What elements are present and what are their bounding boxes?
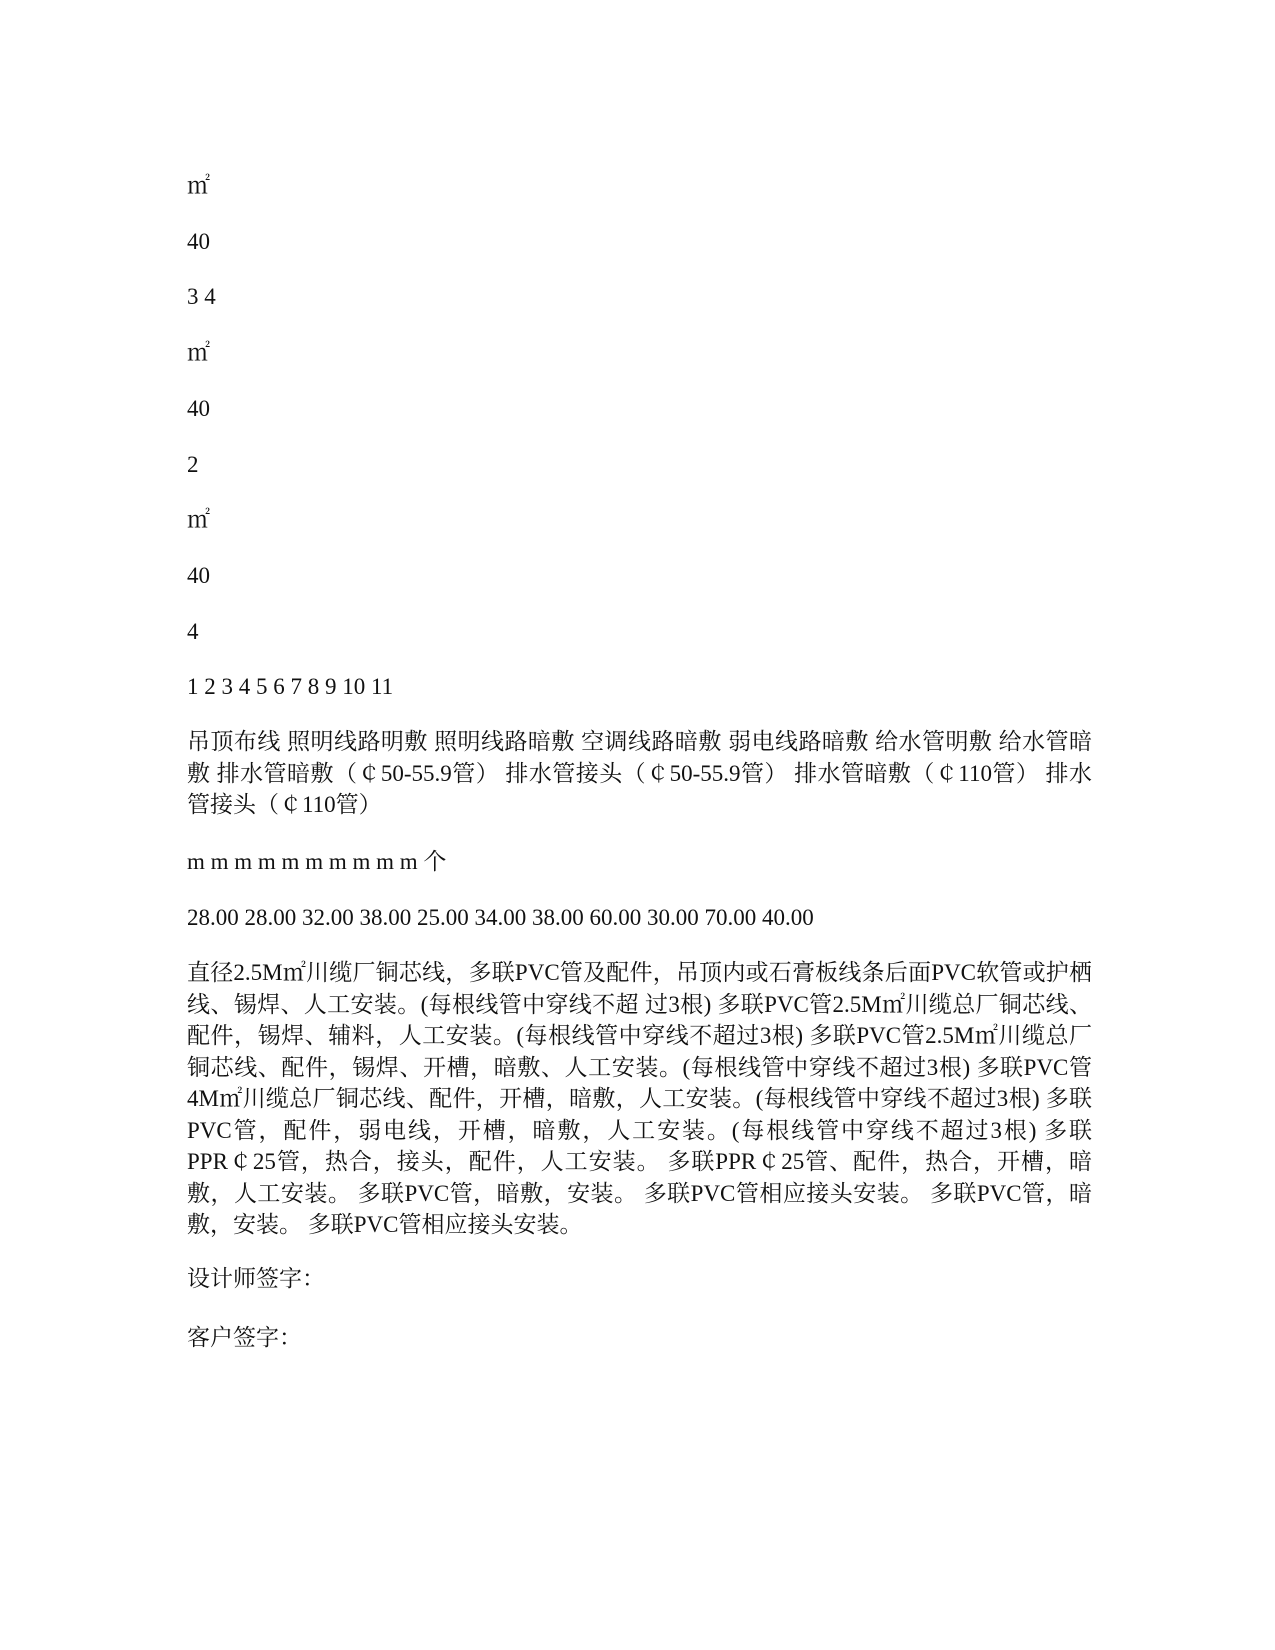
unit-line-2: ㎡	[187, 340, 210, 365]
unit-line-1: ㎡	[187, 173, 210, 198]
units-row: m m m m m m m m m m 个	[187, 849, 447, 874]
number-line-1: 3 4	[187, 284, 216, 309]
number-line-2: 2	[187, 452, 199, 477]
designer-signature-label: 设计师签字：	[187, 1266, 325, 1291]
customer-signature-label: 客户签字：	[187, 1325, 302, 1350]
number-line-3: 4	[187, 619, 199, 644]
prices-row: 28.00 28.00 32.00 38.00 25.00 34.00 38.00 60.00 30.00 70.00 40.00	[187, 905, 814, 930]
unit-line-3: ㎡	[187, 507, 210, 532]
description-paragraph: 直径2.5M㎡川缆厂铜芯线，多联PVC管及配件，吊顶内或石膏板线条后面PVC软管或护栖线、锡焊、人工安装。(每根线管中穿线不超 过3根) 多联PVC管2.5M㎡川缆总厂铜芯线、配件，锡焊、辅料，人工安装。(每根线管中穿线不超过3根) 多联PVC管2.5M㎡川缆总厂铜芯线、配件，锡焊、开槽，暗敷、人工安装。(每根线管中穿线不超过3根) 多联PVC管4M㎡川缆总厂铜芯线、配件，开槽，暗敷，人工安装。(每根线管中穿线不超过3根) 多联PVC管，配件，弱电线，开槽，暗敷，人工安装。(每根线管中穿线不超过3根) 多联PPR￠25管，热合，接头，配件，人工安装。 多联PPR￠25管、配件，热合，开槽，暗敷，人工安装。 多联PVC管，暗敷，安装。 多联PVC管相应接头安装。 多联PVC管，暗敷，安装。 多联PVC管相应接头安装。	[187, 960, 1092, 1237]
quantity-line-3: 40	[187, 563, 210, 588]
item-names-paragraph: 吊顶布线 照明线路明敷 照明线路暗敷 空调线路暗敷 弱电线路暗敷 给水管明敷 给水管暗敷 排水管暗敷（￠50-55.9管） 排水管接头（￠50-55.9管） 排水管暗敷（￠110管） 排水管接头（￠110管）	[187, 729, 1093, 817]
quantity-line-2: 40	[187, 396, 210, 421]
quantity-line-1: 40	[187, 229, 210, 254]
item-number-row: 1 2 3 4 5 6 7 8 9 10 11	[187, 674, 394, 699]
